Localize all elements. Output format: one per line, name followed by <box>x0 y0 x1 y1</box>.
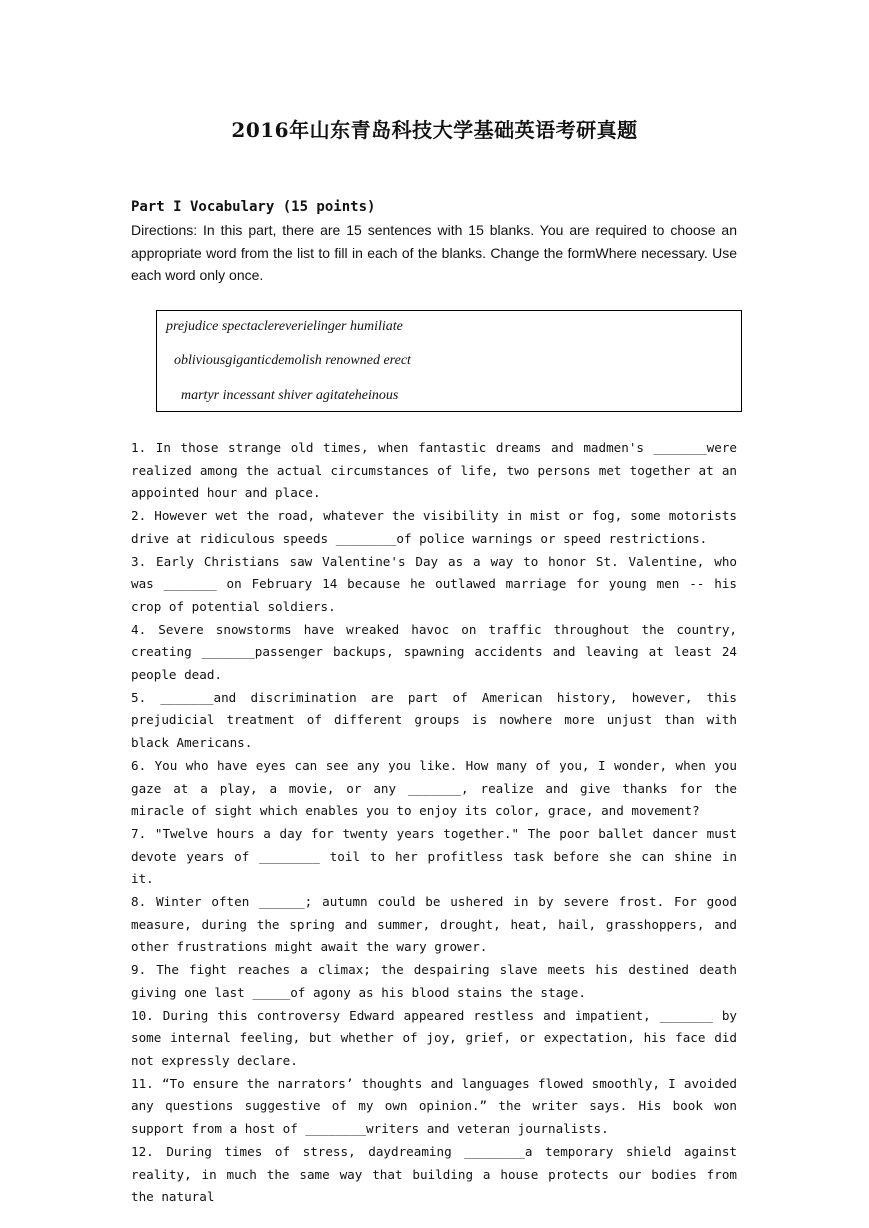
word-list-box <box>156 310 742 412</box>
question-item: 4. Severe snowstorms have wreaked havoc on traffic throughout the country, creating _______passenger backups, spawning accidents and leaving at least 24 people dead. <box>131 621 737 683</box>
directions-text: Directions: In this part, there are 15 sentences with 15 blanks. You are required to choose an appropriate word from the list to fill in each of the blanks. Change the formWhere necessary. Use each word only once. <box>131 222 737 283</box>
page-title: 2016年山东青岛科技大学基础英语考研真题 <box>231 118 638 142</box>
word-list-line: martyr incessant shiver agitateheinous <box>181 388 399 403</box>
question-item: 9. The fight reaches a climax; the despairing slave meets his destined death giving one last _____of agony as his blood stains the stage. <box>131 962 737 1000</box>
question-item: 11. “To ensure the narrators’ thoughts and languages flowed smoothly, I avoided any questions suggestive of my own opinion.” the writer says. His book won support from a host of ________writers and veteran journalists. <box>131 1075 737 1137</box>
question-list <box>131 437 737 1209</box>
word-list-line: prejudice spectaclereverielinger humiliate <box>166 319 403 334</box>
question-item: 5. _______and discrimination are part of American history, however, this prejudicial treatment of different groups is nowhere more unjust than with black Americans. <box>131 689 737 751</box>
question-item: 12. During times of stress, daydreaming ________a temporary shield against reality, in much the same way that building a house protects our bodies from the natural <box>131 1143 737 1205</box>
question-item: 3. Early Christians saw Valentine's Day as a way to honor St. Valentine, who was _______ on February 14 because he outlawed marriage for young men -- his crop of potential soldiers. <box>131 553 737 614</box>
question-item: 8. Winter often ______; autumn could be ushered in by severe frost. For good measure, during the spring and summer, drought, heat, hail, grasshoppers, and other frustrations might await the wary grower. <box>131 894 737 955</box>
question-item: 6. You who have eyes can see any you like. How many of you, I wonder, when you gaze at a play, a movie, or any _______, realize and give thanks for the miracle of sight which enables you to enjoy its color, grace, and movement? <box>131 757 737 819</box>
word-list-line: obliviousgiganticdemolish renowned erect <box>174 353 411 368</box>
question-item: 1. In those strange old times, when fantastic dreams and madmen's _______were realized among the actual circumstances of life, two persons met together at an appointed hour and place. <box>131 440 737 501</box>
question-item: 7. "Twelve hours a day for twenty years together." The poor ballet dancer must devote years of ________ toil to her profitless task before she can shine in it. <box>131 825 737 887</box>
question-item: 10. During this controversy Edward appeared restless and impatient, _______ by some internal feeling, but whether of joy, grief, or expectation, his face did not expressly declare. <box>131 1007 737 1068</box>
part-heading: Part I Vocabulary (15 points) <box>131 199 376 215</box>
question-item: 2. However wet the road, whatever the visibility in mist or fog, some motorists drive at ridiculous speeds ________of police warnings or speed restrictions. <box>131 508 737 546</box>
